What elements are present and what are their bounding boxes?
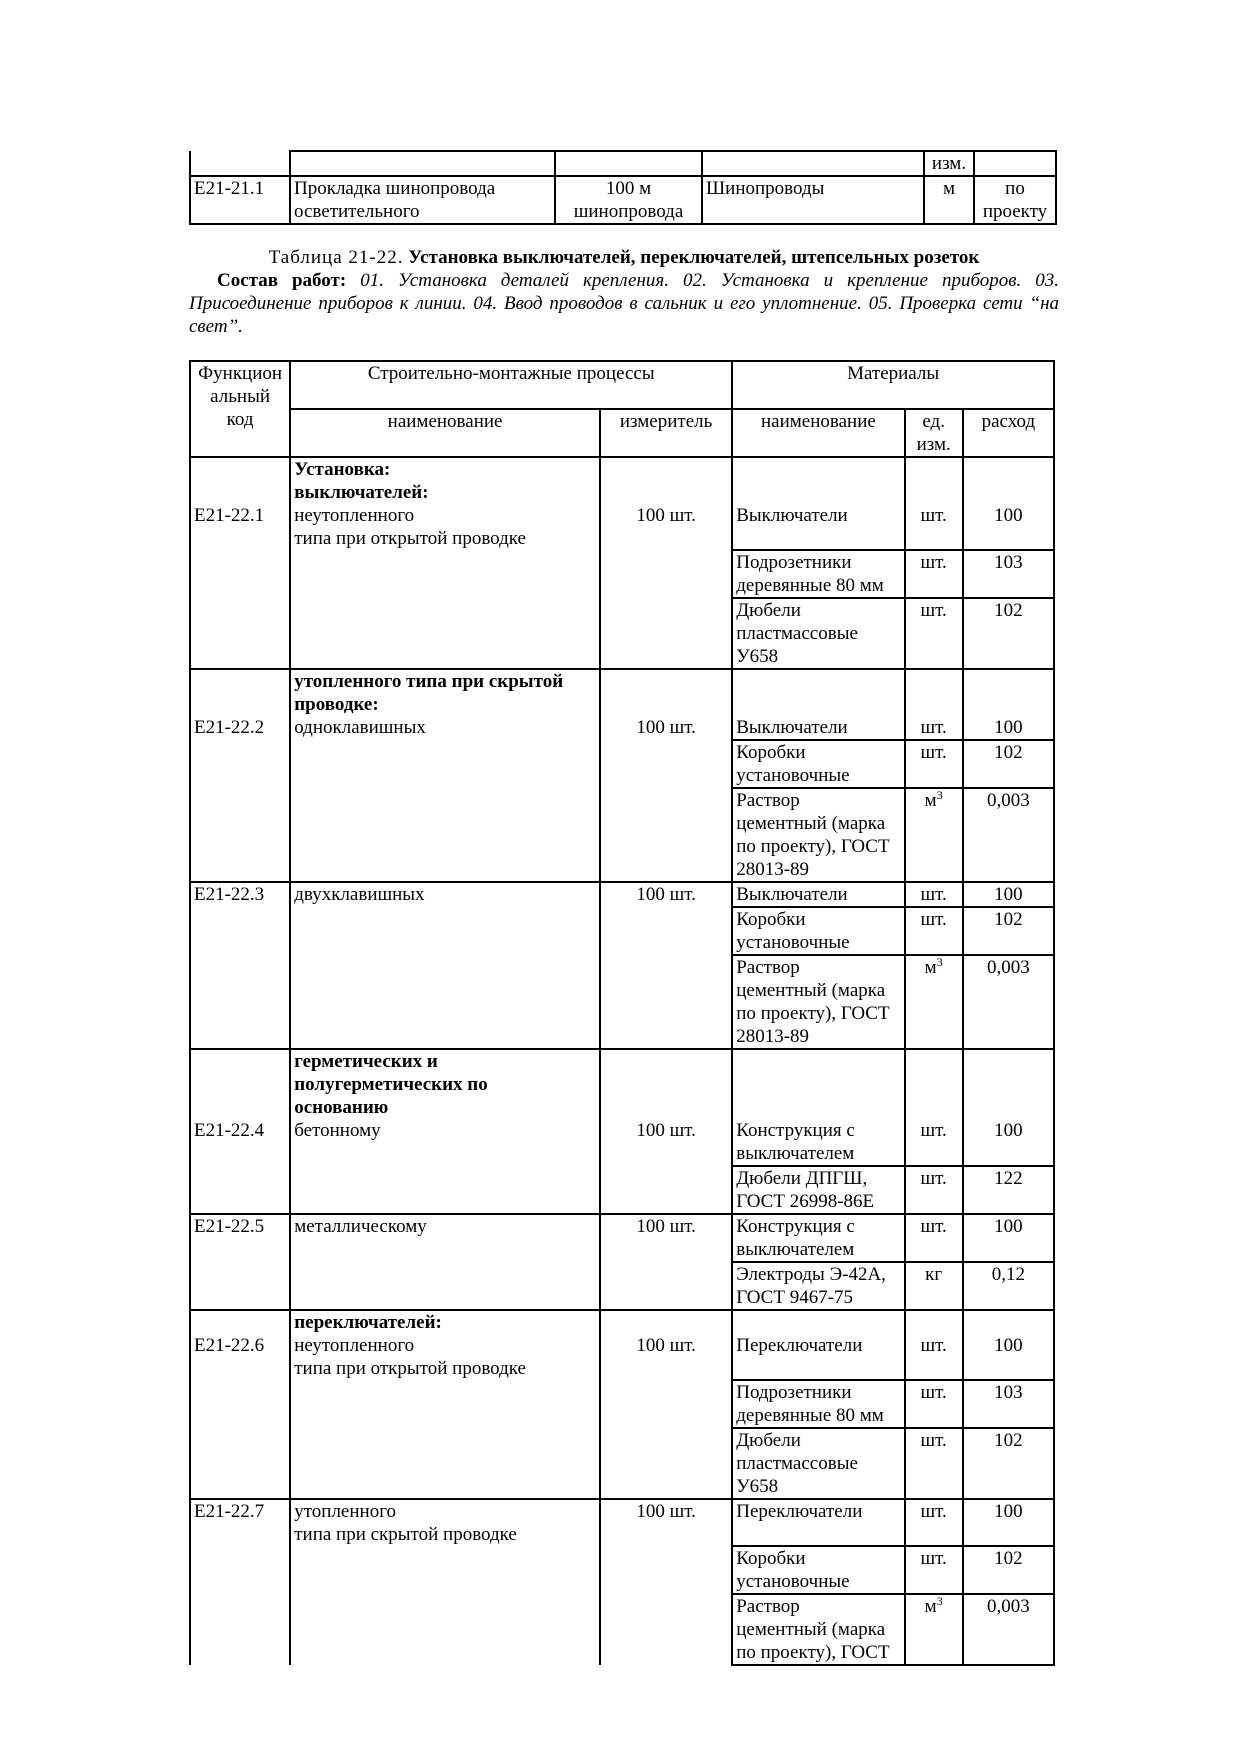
processes-header: Строительно-монтажные процессы [290, 361, 732, 409]
material-cell: Дюбели пластмассовые У658 [732, 1428, 904, 1499]
materials-header: Материалы [732, 361, 1054, 409]
unit-cell: шт. [905, 550, 963, 598]
code-cell: Е21-21.1 [190, 176, 290, 224]
unit-cell: кг [905, 1262, 963, 1310]
unit-cell: $м^3$ [905, 788, 963, 882]
material-cell: Раствор цементный (марка по проекту), ГОСТ [732, 1594, 904, 1665]
amount-cell: 102 [963, 1546, 1054, 1594]
material-cell: Раствор цементный (марка по проекту), ГОСТ 28013-89 [732, 788, 904, 882]
unit-cell: $м^3$ [905, 1594, 963, 1665]
unit-cell: шт. [905, 1166, 963, 1214]
table-row [190, 907, 1054, 955]
table-row [190, 598, 1054, 669]
code-cell: Е21-22.1 [190, 457, 290, 550]
continuation-table [189, 150, 1057, 225]
name-cell: переключателей: неутопленного типа при открытой проводке [290, 1310, 600, 1380]
unit-header-cell: изм. [924, 151, 974, 176]
table-row [190, 882, 1054, 907]
unit-cell: м [924, 176, 974, 224]
material-cell: Дюбели ДПГШ, ГОСТ 26998-86Е [732, 1166, 904, 1214]
amount-cell: 100 [963, 1214, 1054, 1262]
amount-cell: 100 [963, 1049, 1054, 1166]
name-cell: герметических и полугерметических по основанию бетонному [290, 1049, 600, 1166]
unit-cell: шт. [905, 598, 963, 669]
material-cell: Подрозетники деревянные 80 мм [732, 550, 904, 598]
amount-cell: 122 [963, 1166, 1054, 1214]
material-cell: Выключатели [732, 669, 904, 740]
amount-cell: 0,12 [963, 1262, 1054, 1310]
unit-cell: шт. [905, 1380, 963, 1428]
measure-cell: 100 шт. [600, 669, 732, 740]
table-row [190, 955, 1054, 1049]
measure-cell: 100 шт. [600, 1310, 732, 1380]
name-cell: Установка: выключателей: неутопленного типа при открытой проводке [290, 457, 600, 550]
material-cell: Электроды Э-42А, ГОСТ 9467-75 [732, 1262, 904, 1310]
unit-cell: шт. [905, 669, 963, 740]
table-row [190, 1428, 1054, 1499]
material-cell: Раствор цементный (марка по проекту), ГОСТ 28013-89 [732, 955, 904, 1049]
unit-cell: шт. [905, 1546, 963, 1594]
header-row [190, 409, 1054, 457]
table-row [190, 1166, 1054, 1214]
amount-cell: 102 [963, 1428, 1054, 1499]
material-cell: Конструкция с выключателем [732, 1049, 904, 1166]
unit-cell: шт. [905, 1214, 963, 1262]
material-cell: Шинопроводы [702, 176, 924, 224]
amount-cell: 100 [963, 1499, 1054, 1546]
table-row [190, 1310, 1054, 1380]
measure-cell: 100 шт. [600, 457, 732, 550]
table-row [190, 1499, 1054, 1546]
main-table [189, 360, 1055, 1666]
material-cell: Конструкция с выключателем [732, 1214, 904, 1262]
material-cell: Коробки установочные [732, 907, 904, 955]
code-cell: Е21-22.7 [190, 1499, 290, 1546]
unit-cell: шт. [905, 1310, 963, 1380]
amount-cell: 0,003 [963, 788, 1054, 882]
amount-cell: 102 [963, 907, 1054, 955]
unit-cell: шт. [905, 907, 963, 955]
amount-cell: 100 [963, 457, 1054, 550]
name-cell: Прокладка шинопровода осветительного [290, 176, 555, 224]
unit-cell: шт. [905, 457, 963, 550]
table-row [190, 550, 1054, 598]
code-cell: Е21-22.3 [190, 882, 290, 907]
amount-cell: 102 [963, 598, 1054, 669]
name-cell: двухклавишных [290, 882, 600, 907]
unit-cell: шт. [905, 740, 963, 788]
table-row [190, 740, 1054, 788]
func-code-header: Функцион альный код [190, 361, 290, 457]
unit-cell: шт. [905, 1428, 963, 1499]
unit-cell: шт. [905, 1499, 963, 1546]
measure-cell: 100 м шинопровода [555, 176, 702, 224]
table-row [190, 1594, 1054, 1665]
material-cell: Коробки установочные [732, 1546, 904, 1594]
table-row [190, 788, 1054, 882]
measure-cell: 100 шт. [600, 1214, 732, 1262]
table-row [190, 457, 1054, 550]
amount-cell: 100 [963, 882, 1054, 907]
works-description: Состав работ: 01. Установка деталей крепления. 02. Установка и крепление приборов. 03. Присоединение приборов к линии. 04. Ввод проводов в сальник и его уплотнение. 05. Проверка сети “на свет”. [189, 270, 1059, 337]
material-cell: Выключатели [732, 882, 904, 907]
table-row [190, 1049, 1054, 1166]
amount-cell: по проекту [974, 176, 1056, 224]
table-title: Таблица 21-22. Установка выключателей, переключателей, штепсельных розеток [268, 247, 980, 268]
material-cell: Переключатели [732, 1310, 904, 1380]
measure-cell: 100 шт. [600, 1049, 732, 1166]
table-row [190, 151, 1056, 176]
amount-cell: 100 [963, 669, 1054, 740]
material-name-header: наименование [732, 409, 904, 457]
material-cell: Выключатели [732, 457, 904, 550]
amount-cell: 103 [963, 1380, 1054, 1428]
material-cell: Подрозетники деревянные 80 мм [732, 1380, 904, 1428]
amount-cell: 100 [963, 1310, 1054, 1380]
name-cell: металлическому [290, 1214, 600, 1262]
unit-header: ед. изм. [905, 409, 963, 457]
code-cell: Е21-22.2 [190, 669, 290, 740]
amount-cell: 103 [963, 550, 1054, 598]
measure-cell: 100 шт. [600, 882, 732, 907]
amount-cell: 0,003 [963, 955, 1054, 1049]
unit-cell: шт. [905, 1049, 963, 1166]
amount-cell: 102 [963, 740, 1054, 788]
material-cell: Переключатели [732, 1499, 904, 1546]
measure-header: измеритель [600, 409, 732, 457]
amount-cell: 0,003 [963, 1594, 1054, 1665]
table-row [190, 1546, 1054, 1594]
table-row [190, 1380, 1054, 1428]
measure-cell: 100 шт. [600, 1499, 732, 1546]
table-row [190, 176, 1056, 224]
name-header: наименование [290, 409, 600, 457]
code-cell: Е21-22.4 [190, 1049, 290, 1166]
table-row [190, 669, 1054, 740]
name-cell: утопленного типа при скрытой проводке: одноклавишных [290, 669, 600, 740]
unit-cell: $м^3$ [905, 955, 963, 1049]
code-cell: Е21-22.5 [190, 1214, 290, 1262]
amount-header: расход [963, 409, 1054, 457]
unit-cell: шт. [905, 882, 963, 907]
header-row [190, 361, 1054, 409]
table-row [190, 1262, 1054, 1310]
material-cell: Коробки установочные [732, 740, 904, 788]
name-cell: утопленного типа при скрытой проводке [290, 1499, 600, 1546]
table-caption [189, 246, 1059, 338]
table-row [190, 1214, 1054, 1262]
code-cell: Е21-22.6 [190, 1310, 290, 1380]
material-cell: Дюбели пластмассовые У658 [732, 598, 904, 669]
